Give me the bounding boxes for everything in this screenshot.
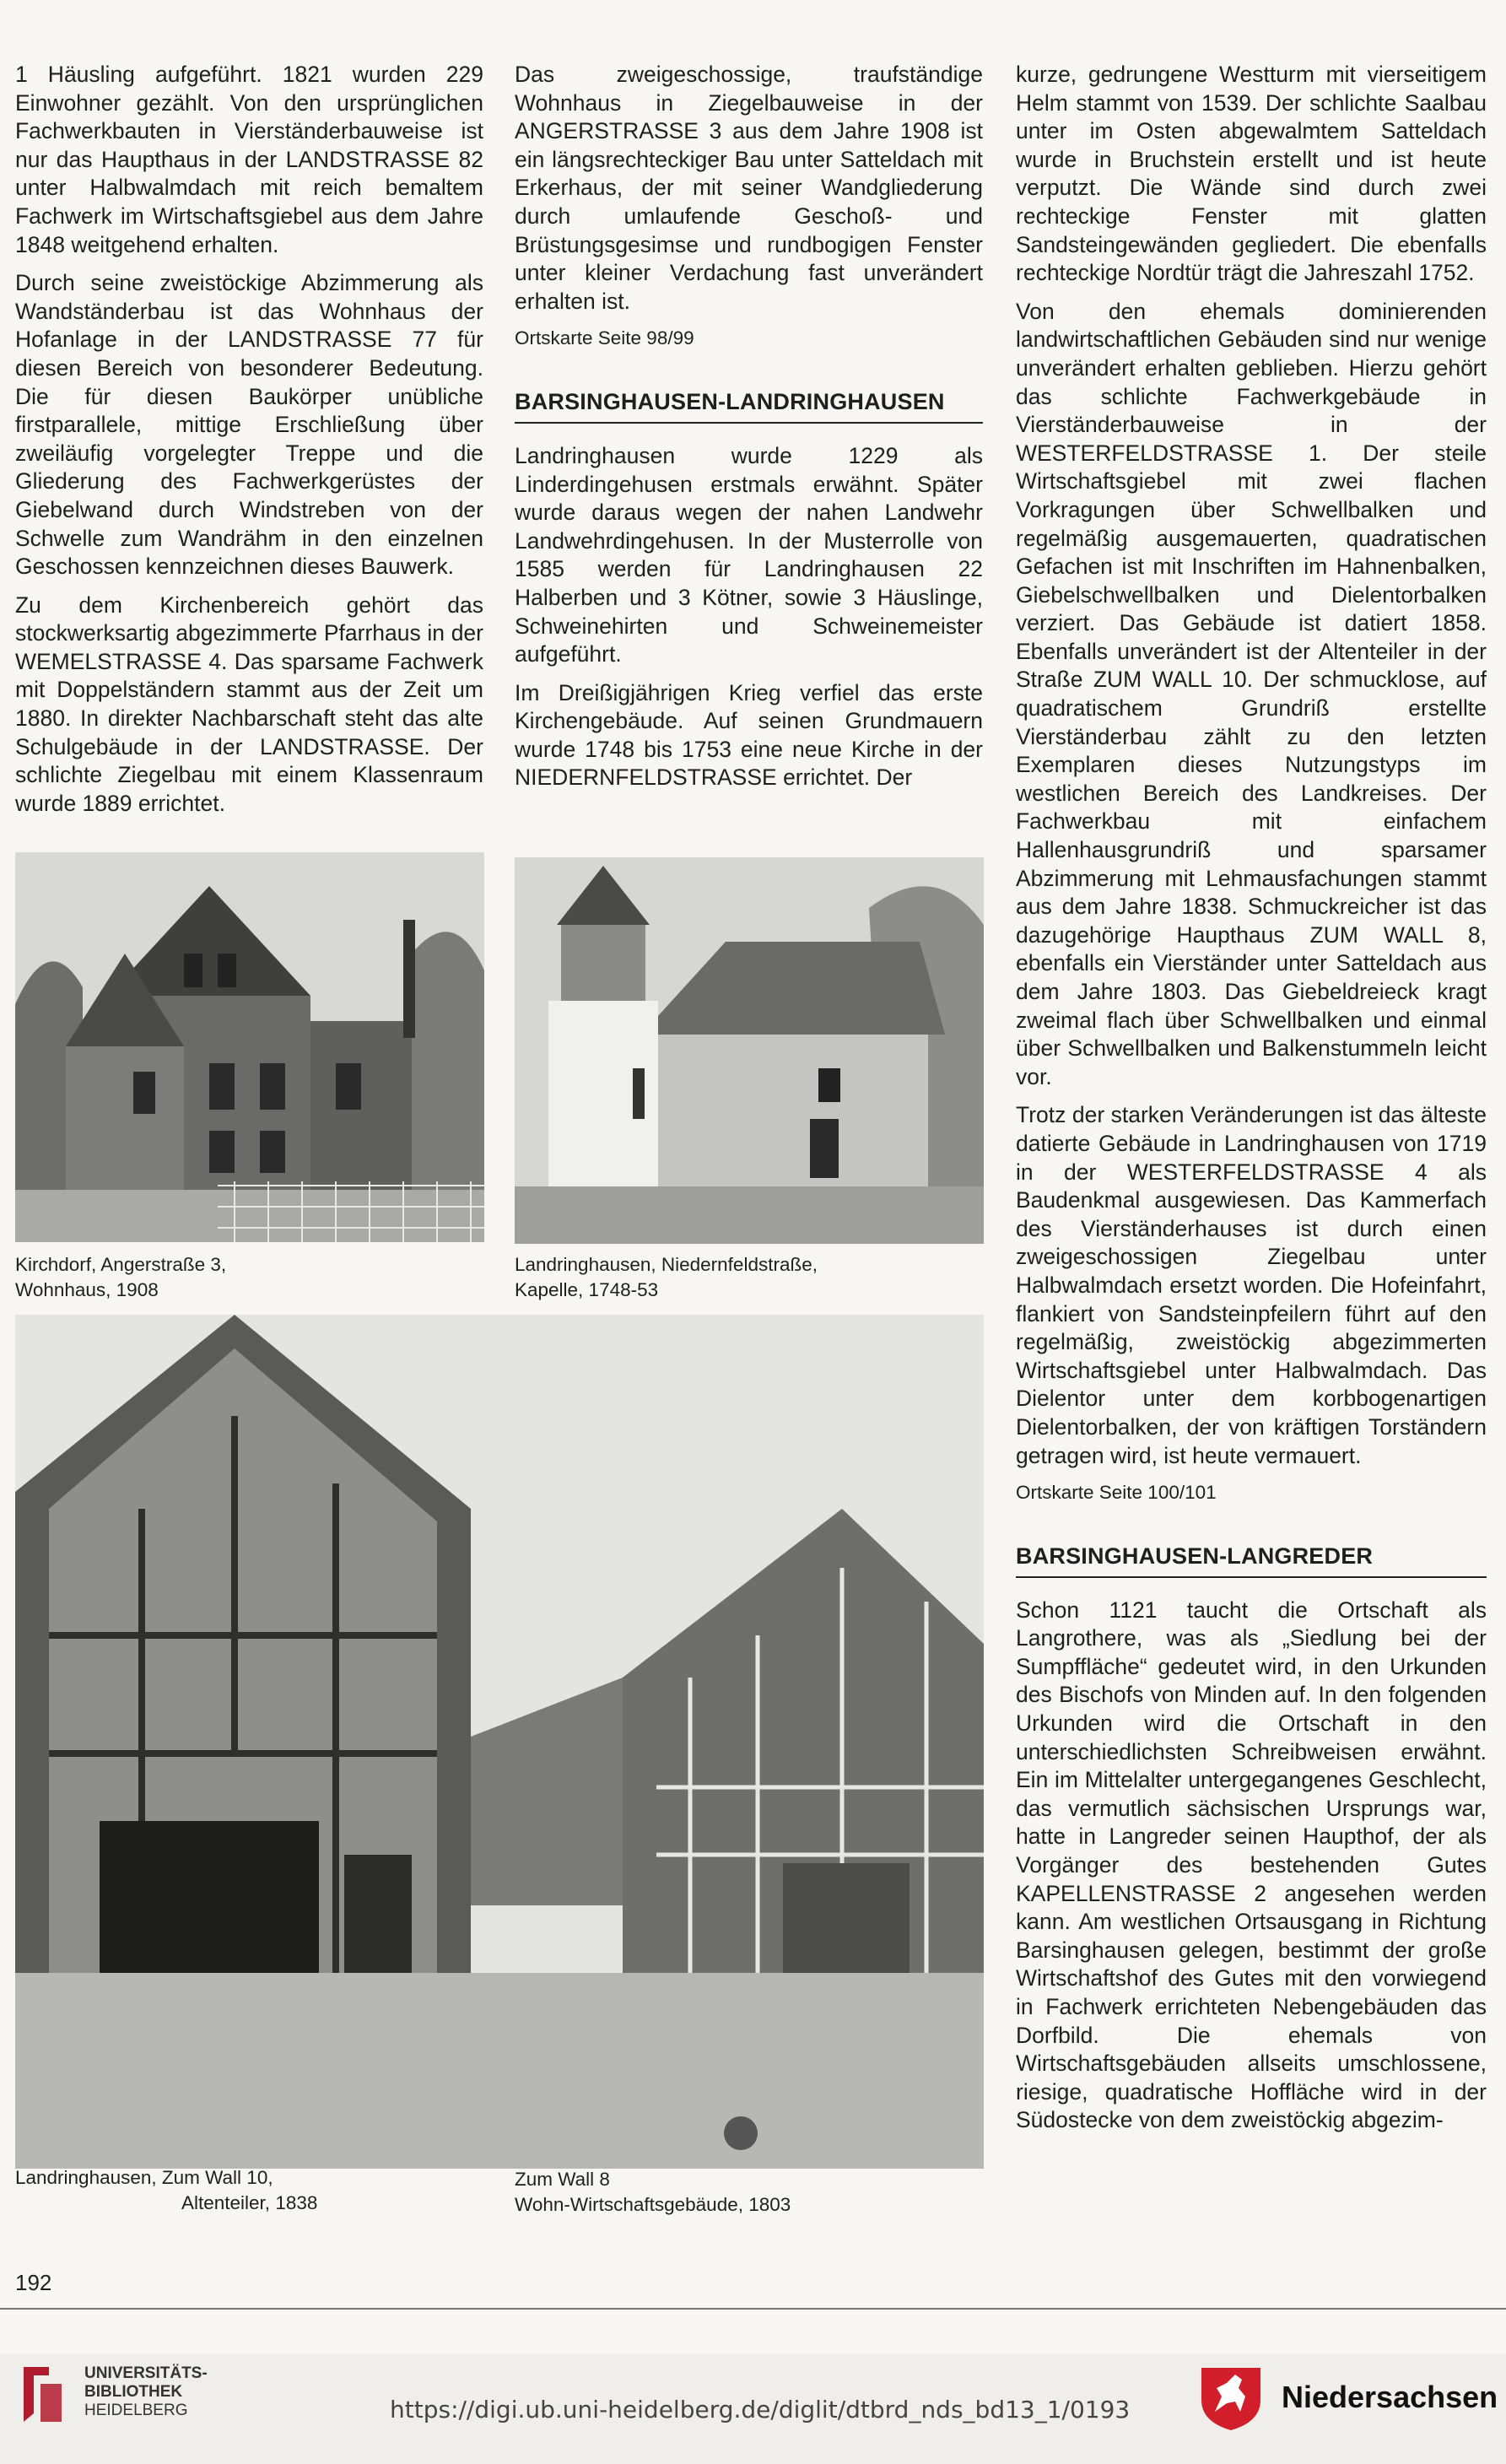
paragraph: 1 Häusling aufgeführt. 1821 wurden 229 Einwohner gezählt. Von den ursprünglichen Fachwerkbauten in Vierständerbauweise ist nur das Haupthaus in der LANDSTRASSE 82 unter Halbwalmdach mit reich bemaltem Fachwerk im Wirtschaftsgiebel aus dem Jahre 1848 weitgehend erhalten. [15,62,483,257]
section-heading-landringhausen: BARSINGHAUSEN-LANDRINGHAUSEN [515,376,983,424]
university-library-logo-icon[interactable] [15,2363,78,2426]
page-divider [0,2308,1506,2310]
page-number: 192 [15,2270,52,2295]
text-column-2 [515,61,983,802]
paragraph: kurze, gedrungene Westturm mit vierseitigem Helm stammt von 1539. Der schlichte Saalbau unter im Osten abgewalmtem Satteldach wurde in Bruchstein erstellt und ist heute verputzt. Die Wände sind durch zwei rechteckige Fenster mit glatten Sandsteingewänden gegliedert. Die ebenfalls rechteckige Nordtür trägt die Jahreszahl 1752. [1016,62,1487,286]
paragraph: Landringhausen wurde 1229 als Linderdingehusen erstmals erwähnt. Später wurde daraus wegen der nahen Landwehr Landwehrdingehusen. In der Musterrolle von 1585 werden für Landringhausen 22 Halberben und 3 Kötner, sowie 3 Häuslinge, Schweinehirten und Schweinemeister aufgeführt. [515,442,983,667]
map-reference: Ortskarte Seite 98/99 [515,327,694,349]
university-library-name: UNIVERSITÄTS- BIBLIOTHEK HEIDELBERG [84,2364,208,2419]
text-column-1 [15,61,483,828]
source-url-link[interactable]: https://digi.ub.uni-heidelberg.de/diglit/dtbrd_nds_bd13_1/0193 [390,2396,1131,2423]
photo-caption: Zum Wall 8 Wohn-Wirtschaftsgebäude, 1803 [515,2169,791,2215]
paragraph: Zu dem Kirchenbereich gehört das stockwerksartig abgezimmerte Pfarrhaus in der WEMELSTRASSE 4. Das sparsame Fachwerk mit Doppelständern stammt aus der Zeit um 1880. In direkter Nachbarschaft steht das alte Schulgebäude in der LANDSTRASSE. Der schlichte Ziegelbau mit einem Klassenraum wurde 1889 errichtet. [15,592,483,816]
paragraph: Das zweigeschossige, traufständige Wohnhaus in Ziegelbauweise in der ANGERSTRASSE 3 aus dem Jahre 1908 ist ein längsrechteckiger Bau unter Satteldach mit Erkerhaus, der mit seiner Wandgliederung durch umlaufende Geschoß- und Brüstungsgesimse und rundbogigen Fenster unter kleiner Verdachung fast unverändert erhalten ist. [515,62,983,314]
niedersachsen-horse-icon[interactable] [1196,2363,1266,2432]
photo-zum-wall-farm-buildings [15,1315,984,2169]
photo-niedernfeldstrasse-chapel [515,857,984,1244]
paragraph: Schon 1121 taucht die Ortschaft als Langrothere, was als „Siedlung bei der Sumpffläche“ gedeutet wird, in den Urkunden des Bischofs von Minden auf. In den folgenden Urkunden wird die Ortschaft in den unterschiedlichsten Schreibweisen erwähnt. Ein im Mittelalter untergegangenes Geschlecht, das vermutlich sächsischen Ursprungs war, hatte in Langreder seinen Haupthof, der als Vorgänger des bestehenden Gutes KAPELLENSTRASSE 2 angesehen werden kann. Am westlichen Ortsausgang in Richtung Barsinghausen gelegen, bestimmt der große Wirtschaftshof des Gutes mit den vorwiegend in Fachwerk errichteten Nebengebäuden das Dorfbild. Die ehemals von Wirtschaftsgebäuden allseits umschlossene, riesige, quadratische Hoffläche wird in der Südostecke von dem zweistöckig abgezim- [1016,1597,1487,2133]
photo-caption: Kirchdorf, Angerstraße 3, Wohnhaus, 1908 [15,1254,227,1300]
paragraph: Trotz der starken Veränderungen ist das älteste datierte Gebäude in Landringhausen von 1719 in der WESTERFELDSTRASSE 4 als Baudenkmal ausgewiesen. Das Kammerfach des Vierständerhauses ist durch einen zweigeschossigen Ziegelbau unter Halbwalmdach ersetzt worden. Die Hofeinfahrt, flankiert von Sandsteinpfeilern führt auf den regelmäßig, zweistöckig abgezimmerten Wirtschaftsgiebel unter Halbwalmdach. Das Dielentor unter dem korbbogenartigen Dielentorbalken, der von kräftigen Torständern getragen wird, ist heute vermauert. [1016,1102,1487,1468]
niedersachsen-label: Niedersachsen [1282,2380,1498,2414]
paragraph: Durch seine zweistöckige Abzimmerung als Wandständerbau ist das Wohnhaus der Hofanlage in der LANDSTRASSE 77 für diesen Bereich von besonderer Bedeutung. Die für diesen Baukörper unübliche firstparallele, mittige Erschließung über zweiläufig vorgelegter Treppe und die Gliederung des Fachwerkgerüstes der Giebelwand durch Windstreben von der Schwelle zum Wandrähm in den einzelnen Geschossen kennzeichnen dieses Bauwerk. [15,270,483,580]
photo-angerstrasse-house [15,852,484,1242]
text-column-3 [1016,61,1487,2145]
paragraph: Im Dreißigjährigen Krieg verfiel das erste Kirchengebäude. Auf seinen Grundmauern wurde 1748 bis 1753 eine neue Kirche in der NIEDERNFELDSTRASSE errichtet. Der [515,679,983,791]
photo-caption: Landringhausen, Zum Wall 10, Altenteiler, 1838 [15,2167,318,2213]
map-reference: Ortskarte Seite 100/101 [1016,1482,1217,1504]
photo-caption: Landringhausen, Niedernfeldstraße, Kapelle, 1748-53 [515,1254,818,1300]
section-heading-langreder: BARSINGHAUSEN-LANGREDER [1016,1531,1487,1578]
paragraph: Von den ehemals dominierenden landwirtschaftlichen Gebäuden sind nur wenige unverändert erhalten geblieben. Hierzu gehört das schlichte Fachwerkgebäude in Vierständerbauweise in der WESTERFELDSTRASSE 1. Der steile Wirtschaftsgiebel mit zwei flachen Vorkragungen über Schwellbalken und regelmäßig ausgemauerten, quadratischen Gefachen ist mit Inschriften im Hahnenbalken, Giebelschwellbalken und Dielentorbalken verziert. Das Gebäude ist datiert 1858. Ebenfalls unverändert ist der Altenteiler in der Straße ZUM WALL 10. Der schmucklose, auf quadratischem Grundriß erstellte Vierständerbau zählt zu den letzten Exemplaren dieses Nutzungstyps im westlichen Bereich des Landkreises. Der Fachwerkbau mit einfachem Hallenhausgrundriß und sparsamer Abzimmerung mit Lehmausfachungen stammt aus dem Jahre 1838. Schmuckreicher ist das dazugehörige Haupthaus ZUM WALL 8, ebenfalls ein Vierständer unter Satteldach aus dem Jahre 1803. Das Giebeldreieck kragt zweimal flach über Schwellbalken und einmal über Schwellbalken und Balkenstummeln leicht vor. [1016,298,1487,1089]
